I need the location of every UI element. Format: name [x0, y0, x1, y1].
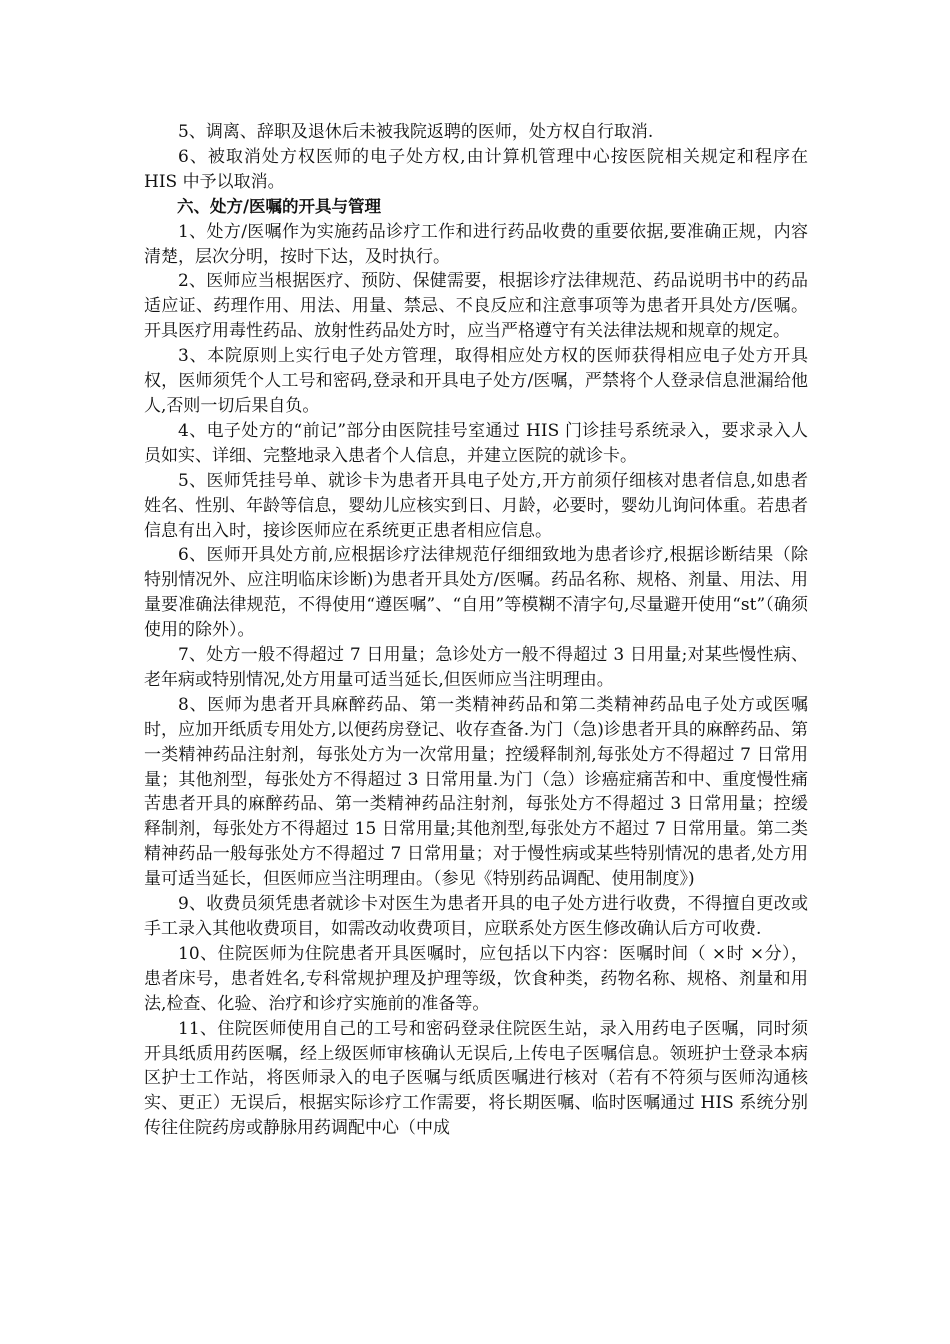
document-body [144, 120, 808, 1141]
paragraph-item-5-revocation: 5、调离、辞职及退休后未被我院返聘的医师，处方权自行取消. [178, 122, 654, 142]
paragraph-item-5: 5、医师凭挂号单、就诊卡为患者开具电子处方,开方前须仔细核对患者信息,如患者姓名、性别、年龄等信息，婴幼儿应核实到日、月龄，必要时，婴幼儿询问体重。若患者信息有出入时，接诊医师应在系统更正患者相应信息。 [144, 470, 808, 541]
paragraph-item-1: 1、处方/医嘱作为实施药品诊疗工作和进行药品收费的重要依据,要准确正规，内容清楚，层次分明，按时下达，及时执行。 [144, 221, 808, 267]
section-heading-prescription-management: 六、处方/医嘱的开具与管理 [177, 196, 382, 216]
paragraph-item-10: 10、住院医师为住院患者开具医嘱时，应包括以下内容：医嘱时间（ ×时 ×分），患者床号，患者姓名,专科常规护理及护理等级，饮食种类，药物名称、规格、剂量和用法,检查、化验、治疗和诊疗实施前的准备等。 [144, 943, 808, 1014]
paragraph-item-11: 11、住院医师使用自己的工号和密码登录住院医生站，录入用药电子医嘱，同时须开具纸质用药医嘱，经上级医师审核确认无误后,上传电子医嘱信息。领班护士登录本病区护士工作站，将医师录入的电子医嘱与纸质医嘱进行核对（若有不符须与医师沟通核实、更正）无误后，根据实际诊疗工作需要，将长期医嘱、临时医嘱通过 HIS 系统分别传往住院药房或静脉用药调配中心（中成 [144, 1018, 808, 1139]
paragraph-item-3: 3、本院原则上实行电子处方管理，取得相应处方权的医师获得相应电子处方开具权，医师须凭个人工号和密码,登录和开具电子处方/医嘱，严禁将个人登录信息泄漏给他人,否则一切后果自负。 [144, 346, 808, 416]
paragraph-item-2: 2、医师应当根据医疗、预防、保健需要，根据诊疗法律规范、药品说明书中的药品适应证、药理作用、用法、用量、禁忌、不良反应和注意事项等为患者开具处方/医嘱。开具医疗用毒性药品、放射性药品处方时，应当严格遵守有关法律法规和规章的规定。 [144, 271, 808, 342]
paragraph-item-4: 4、电子处方的“前记”部分由医院挂号室通过 HIS 门诊挂号系统录入，要求录入人员如实、详细、完整地录入患者个人信息，并建立医院的就诊卡。 [144, 420, 808, 466]
paragraph-item-9: 9、收费员须凭患者就诊卡对医生为患者开具的电子处方进行收费，不得擅自更改或手工录入其他收费项目，如需改动收费项目，应联系处方医生修改确认后方可收费. [144, 894, 808, 939]
paragraph-item-6: 6、医师开具处方前,应根据诊疗法律规范仔细细致地为患者诊疗,根据诊断结果（除特别情况外、应注明临床诊断)为患者开具处方/医嘱。药品名称、规格、剂量、用法、用量要准确法律规范，不得使用“遵医嘱”、“自用”等模糊不清字句,尽量避开使用“st”（确须使用的除外）。 [144, 545, 808, 641]
paragraph-item-8: 8、医师为患者开具麻醉药品、第一类精神药品和第二类精神药品电子处方或医嘱时，应加开纸质专用处方,以便药房登记、收存查备.为门（急)诊患者开具的麻醉药品、第一类精神药品注射剂，每张处方为一次常用量；控缓释制剂,每张处方不得超过 7 日常用量；其他剂型，每张处方不得超过 3 日常用量.为门（急）诊癌症痛苦和中、重度慢性痛苦患者开具的麻醉药品、第一类精神药品注射剂，每张处方不得超过 3 日常用量；控缓释制剂，每张处方不得超过 15 日常用量;其他剂型,每张处方不超过 7 日常用量。第二类精神药品一般每张处方不得超过 7 日常用量；对于慢性病或某些特别情况的患者,处方用量可适当延长，但医师应当注明理由。（参见《特别药品调配、使用制度》) [144, 694, 808, 890]
paragraph-item-6-electronic-revocation: 6、被取消处方权医师的电子处方权,由计算机管理中心按医院相关规定和程序在 HIS 中予以取消。 [144, 146, 808, 192]
paragraph-item-7: 7、处方一般不得超过 7 日用量；急诊处方一般不得超过 3 日用量;对某些慢性病、老年病或特别情况,处方用量可适当延长,但医师应当注明理由。 [144, 645, 808, 690]
